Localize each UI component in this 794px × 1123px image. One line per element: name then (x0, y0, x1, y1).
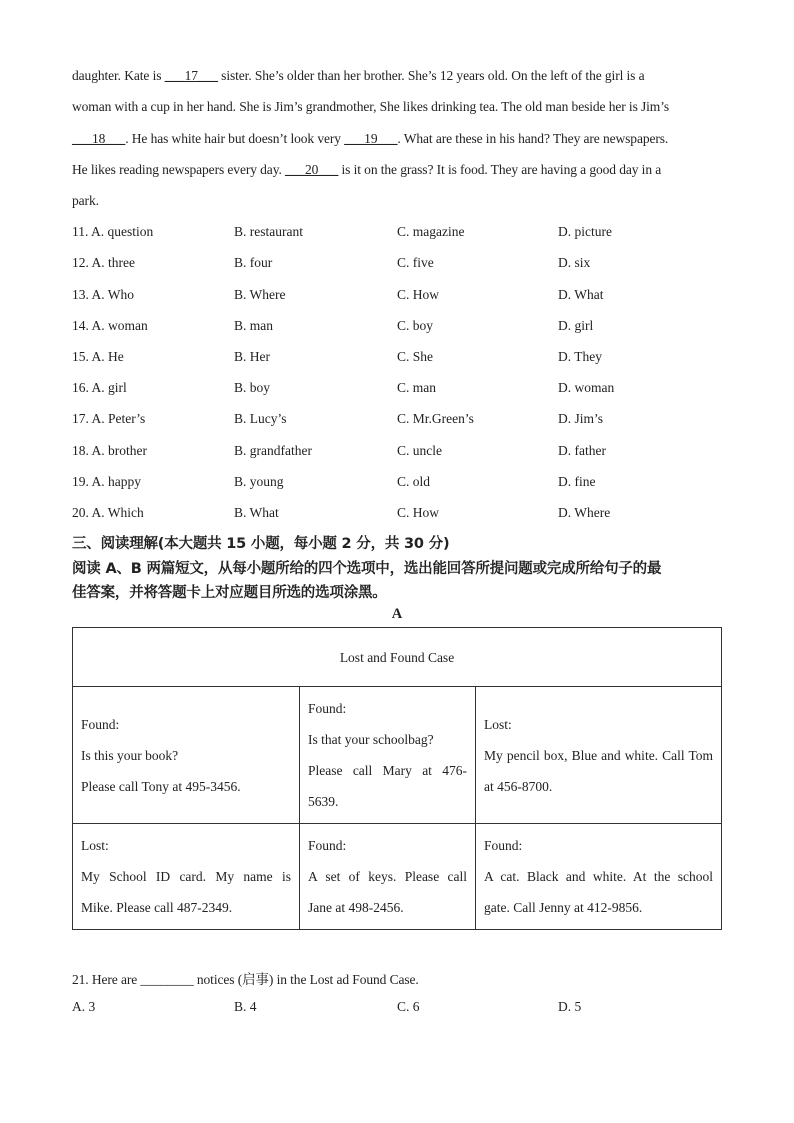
section-3-title: 三、阅读理解(本大题共 15 小题，每小题 2 分，共 30 分) (72, 536, 450, 552)
blank-20: ___20___ (285, 162, 339, 177)
passage-a-label: A (391, 606, 403, 622)
option-c[interactable]: C. How (397, 287, 440, 302)
option-a[interactable]: 15. A. He (72, 349, 124, 364)
option-d[interactable]: D. fine (558, 474, 596, 489)
option-b[interactable]: B. boy (234, 380, 271, 395)
option-c[interactable]: C. five (397, 255, 434, 270)
question-15-options (72, 349, 722, 367)
option-d[interactable]: D. Jim’s (558, 411, 604, 426)
question-19-options (72, 474, 722, 492)
option-b[interactable]: B. Lucy’s (234, 411, 287, 426)
question-11-options (72, 224, 722, 242)
lost-and-found-table (72, 627, 722, 930)
notice-cell: Found: Is that your schoolbag? Please call Mary at 476- 5639. (300, 687, 476, 824)
option-a[interactable]: 19. A. happy (72, 474, 141, 489)
option-c[interactable]: C. Mr.Green’s (397, 411, 474, 426)
option-d[interactable]: D. 5 (558, 999, 582, 1014)
option-c[interactable]: C. old (397, 474, 431, 489)
passage-line-4: He likes reading newspapers every day. ___20___ is it on the grass? It is food. They are having a good day in a (72, 162, 662, 177)
option-d[interactable]: D. Where (558, 505, 611, 520)
notice-cell: Found: A set of keys. Please call Jane at 498-2456. (300, 824, 476, 930)
table-row (73, 824, 722, 930)
option-c[interactable]: C. 6 (397, 999, 420, 1014)
notice-cell: Found: A cat. Black and white. At the school gate. Call Jenny at 412-9856. (476, 824, 722, 930)
option-c[interactable]: C. boy (397, 318, 434, 333)
option-b[interactable]: B. four (234, 255, 273, 270)
question-21-options (72, 999, 722, 1017)
option-d[interactable]: D. What (558, 287, 604, 302)
option-c[interactable]: C. How (397, 505, 440, 520)
option-a[interactable]: 12. A. three (72, 255, 135, 270)
option-c[interactable]: C. magazine (397, 224, 465, 239)
option-b[interactable]: B. What (234, 505, 279, 520)
table-title: Lost and Found Case (73, 628, 722, 687)
question-21-stem: 21. Here are ________ notices (启事) in the Lost ad Found Case. (72, 972, 419, 987)
blank-17: ___17___ (164, 68, 218, 83)
question-20-options (72, 505, 722, 523)
option-b[interactable]: B. grandfather (234, 443, 312, 458)
option-d[interactable]: D. picture (558, 224, 612, 239)
passage-line-3: ___18___. He has white hair but doesn’t look very ___19___. What are these in his hand? They are newspapers. (72, 131, 669, 146)
question-13-options (72, 287, 722, 305)
option-b[interactable]: B. young (234, 474, 284, 489)
option-b[interactable]: B. 4 (234, 999, 257, 1014)
blank-19: ___19___ (344, 131, 398, 146)
notice-cell: Lost: My pencil box, Blue and white. Call Tom at 456-8700. (476, 687, 722, 824)
option-a[interactable]: 16. A. girl (72, 380, 127, 395)
option-a[interactable]: 14. A. woman (72, 318, 148, 333)
option-c[interactable]: C. man (397, 380, 436, 395)
option-b[interactable]: B. Where (234, 287, 286, 302)
option-a[interactable]: 11. A. question (72, 224, 154, 239)
option-c[interactable]: C. She (397, 349, 434, 364)
option-d[interactable]: D. They (558, 349, 602, 364)
option-a[interactable]: 17. A. Peter’s (72, 411, 146, 426)
option-d[interactable]: D. woman (558, 380, 615, 395)
option-d[interactable]: D. father (558, 443, 606, 458)
option-b[interactable]: B. man (234, 318, 273, 333)
option-d[interactable]: D. six (558, 255, 591, 270)
option-a[interactable]: A. 3 (72, 999, 96, 1014)
question-17-options (72, 411, 722, 429)
question-12-options (72, 255, 722, 273)
option-a[interactable]: 18. A. brother (72, 443, 147, 458)
passage-line-1: daughter. Kate is ___17___ sister. She’s older than her brother. She’s 12 years old. On the left of the girl is a (72, 68, 645, 83)
passage-line-2: woman with a cup in her hand. She is Jim’s grandmother, She likes drinking tea. The old man beside her is Jim’s (72, 99, 670, 114)
section-3-instruction-1: 阅读 A、B 两篇短文，从每小题所给的四个选项中，选出能回答所提问题或完成所给句子的最 (72, 561, 662, 577)
question-18-options (72, 443, 722, 461)
option-c[interactable]: C. uncle (397, 443, 442, 458)
passage-line-5: park. (72, 193, 99, 208)
table-row (73, 687, 722, 824)
table-title-row (73, 628, 722, 687)
section-3-instruction-2: 佳答案，并将答题卡上对应题目所选的选项涂黑。 (72, 585, 387, 601)
option-b[interactable]: B. Her (234, 349, 270, 364)
option-d[interactable]: D. girl (558, 318, 594, 333)
notice-cell: Lost: My School ID card. My name is Mike. Please call 487-2349. (73, 824, 300, 930)
question-16-options (72, 380, 722, 398)
option-a[interactable]: 20. A. Which (72, 505, 144, 520)
option-b[interactable]: B. restaurant (234, 224, 303, 239)
option-a[interactable]: 13. A. Who (72, 287, 135, 302)
blank-18: ___18___ (72, 131, 126, 146)
question-14-options (72, 318, 722, 336)
notice-cell: Found: Is this your book? Please call Tony at 495-3456. (73, 687, 300, 824)
